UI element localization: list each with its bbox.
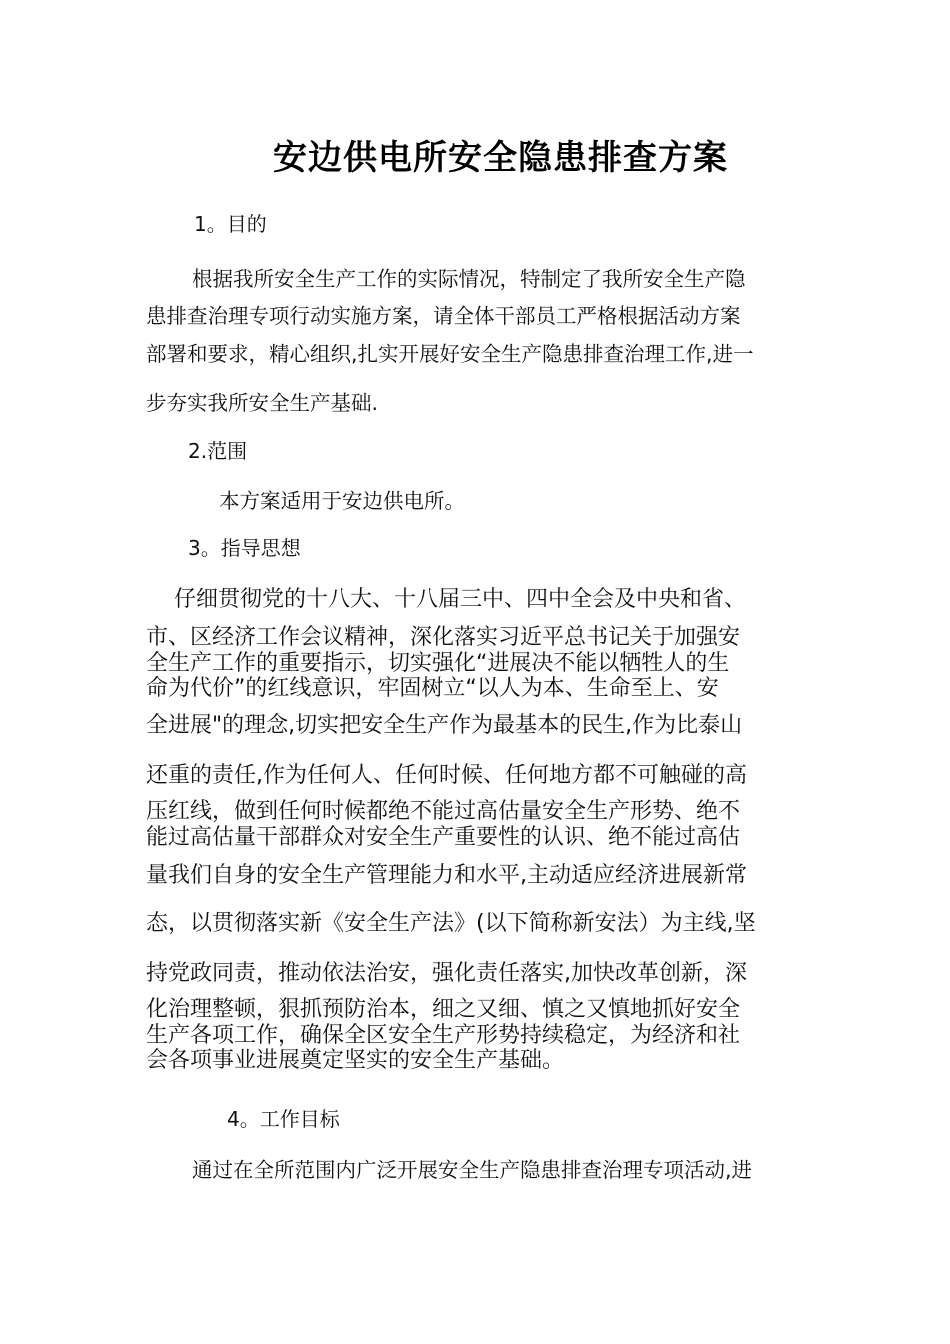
paragraph-line: 市、区经济工作会议精神，深化落实习近平总书记关于加强安 <box>146 625 741 650</box>
paragraph-line: 部署和要求，精心组织,扎实开展好安全生产隐患排查治理工作,进一 <box>146 342 754 366</box>
paragraph-line: 生产各项工作，确保全区安全生产形势持续稳定，为经济和社 <box>146 1023 741 1048</box>
paragraph-line: 化治理整顿，狠抓预防治本，细之又细、慎之又慎地抓好安全 <box>146 997 741 1022</box>
paragraph-line: 通过在全所范围内广泛开展安全生产隐患排查治理专项活动,进 <box>192 1158 753 1182</box>
paragraph-line: 患排查治理专项行动实施方案，请全体干部员工严格根据活动方案 <box>146 304 741 328</box>
paragraph-line: 步夯实我所安全生产基础. <box>146 391 379 415</box>
paragraph-line: 本方案适用于安边供电所。 <box>219 489 465 513</box>
paragraph-line: 能过高估量干部群众对安全生产重要性的认识、绝不能过高估 <box>146 825 741 850</box>
paragraph-line: 量我们自身的安全生产管理能力和水平,主动适应经济进展新常 <box>146 863 747 888</box>
paragraph-line: 会各项事业进展奠定坚实的安全生产基础。 <box>146 1048 565 1073</box>
paragraph-line: 还重的责任,作为任何人、任何时候、任何地方都不可触碰的高 <box>146 763 747 788</box>
paragraph-line: 压红线，做到任何时候都绝不能过高估量安全生产形势、绝不 <box>146 799 741 824</box>
paragraph-line: 全进展"的理念,切实把安全生产作为最基本的民生,作为比泰山 <box>146 713 743 738</box>
section-heading-scope: 2.范围 <box>188 439 248 463</box>
paragraph-line: 态，以贯彻落实新《安全生产法》(以下简称新安法）为主线,坚 <box>146 911 756 936</box>
document-title: 安边供电所安全隐患排查方案 <box>273 138 728 178</box>
section-heading-guiding-ideology: 3。指导思想 <box>188 536 301 560</box>
paragraph-line: 全生产工作的重要指示，切实强化“进展决不能以牺牲人的生 <box>146 651 730 676</box>
paragraph-line: 根据我所安全生产工作的实际情况，特制定了我所安全生产隐 <box>192 267 746 291</box>
paragraph-line: 持党政同责，推动依法治安，强化责任落实,加快改革创新，深 <box>146 961 747 986</box>
section-heading-purpose: 1。目的 <box>194 212 267 236</box>
section-heading-work-goals: 4。工作目标 <box>227 1107 340 1131</box>
paragraph-line: 仔细贯彻党的十八大、十八届三中、四中全会及中央和省、 <box>174 587 747 612</box>
paragraph-line: 命为代价”的红线意识，牢固树立“以人为本、生命至上、安 <box>146 676 719 701</box>
